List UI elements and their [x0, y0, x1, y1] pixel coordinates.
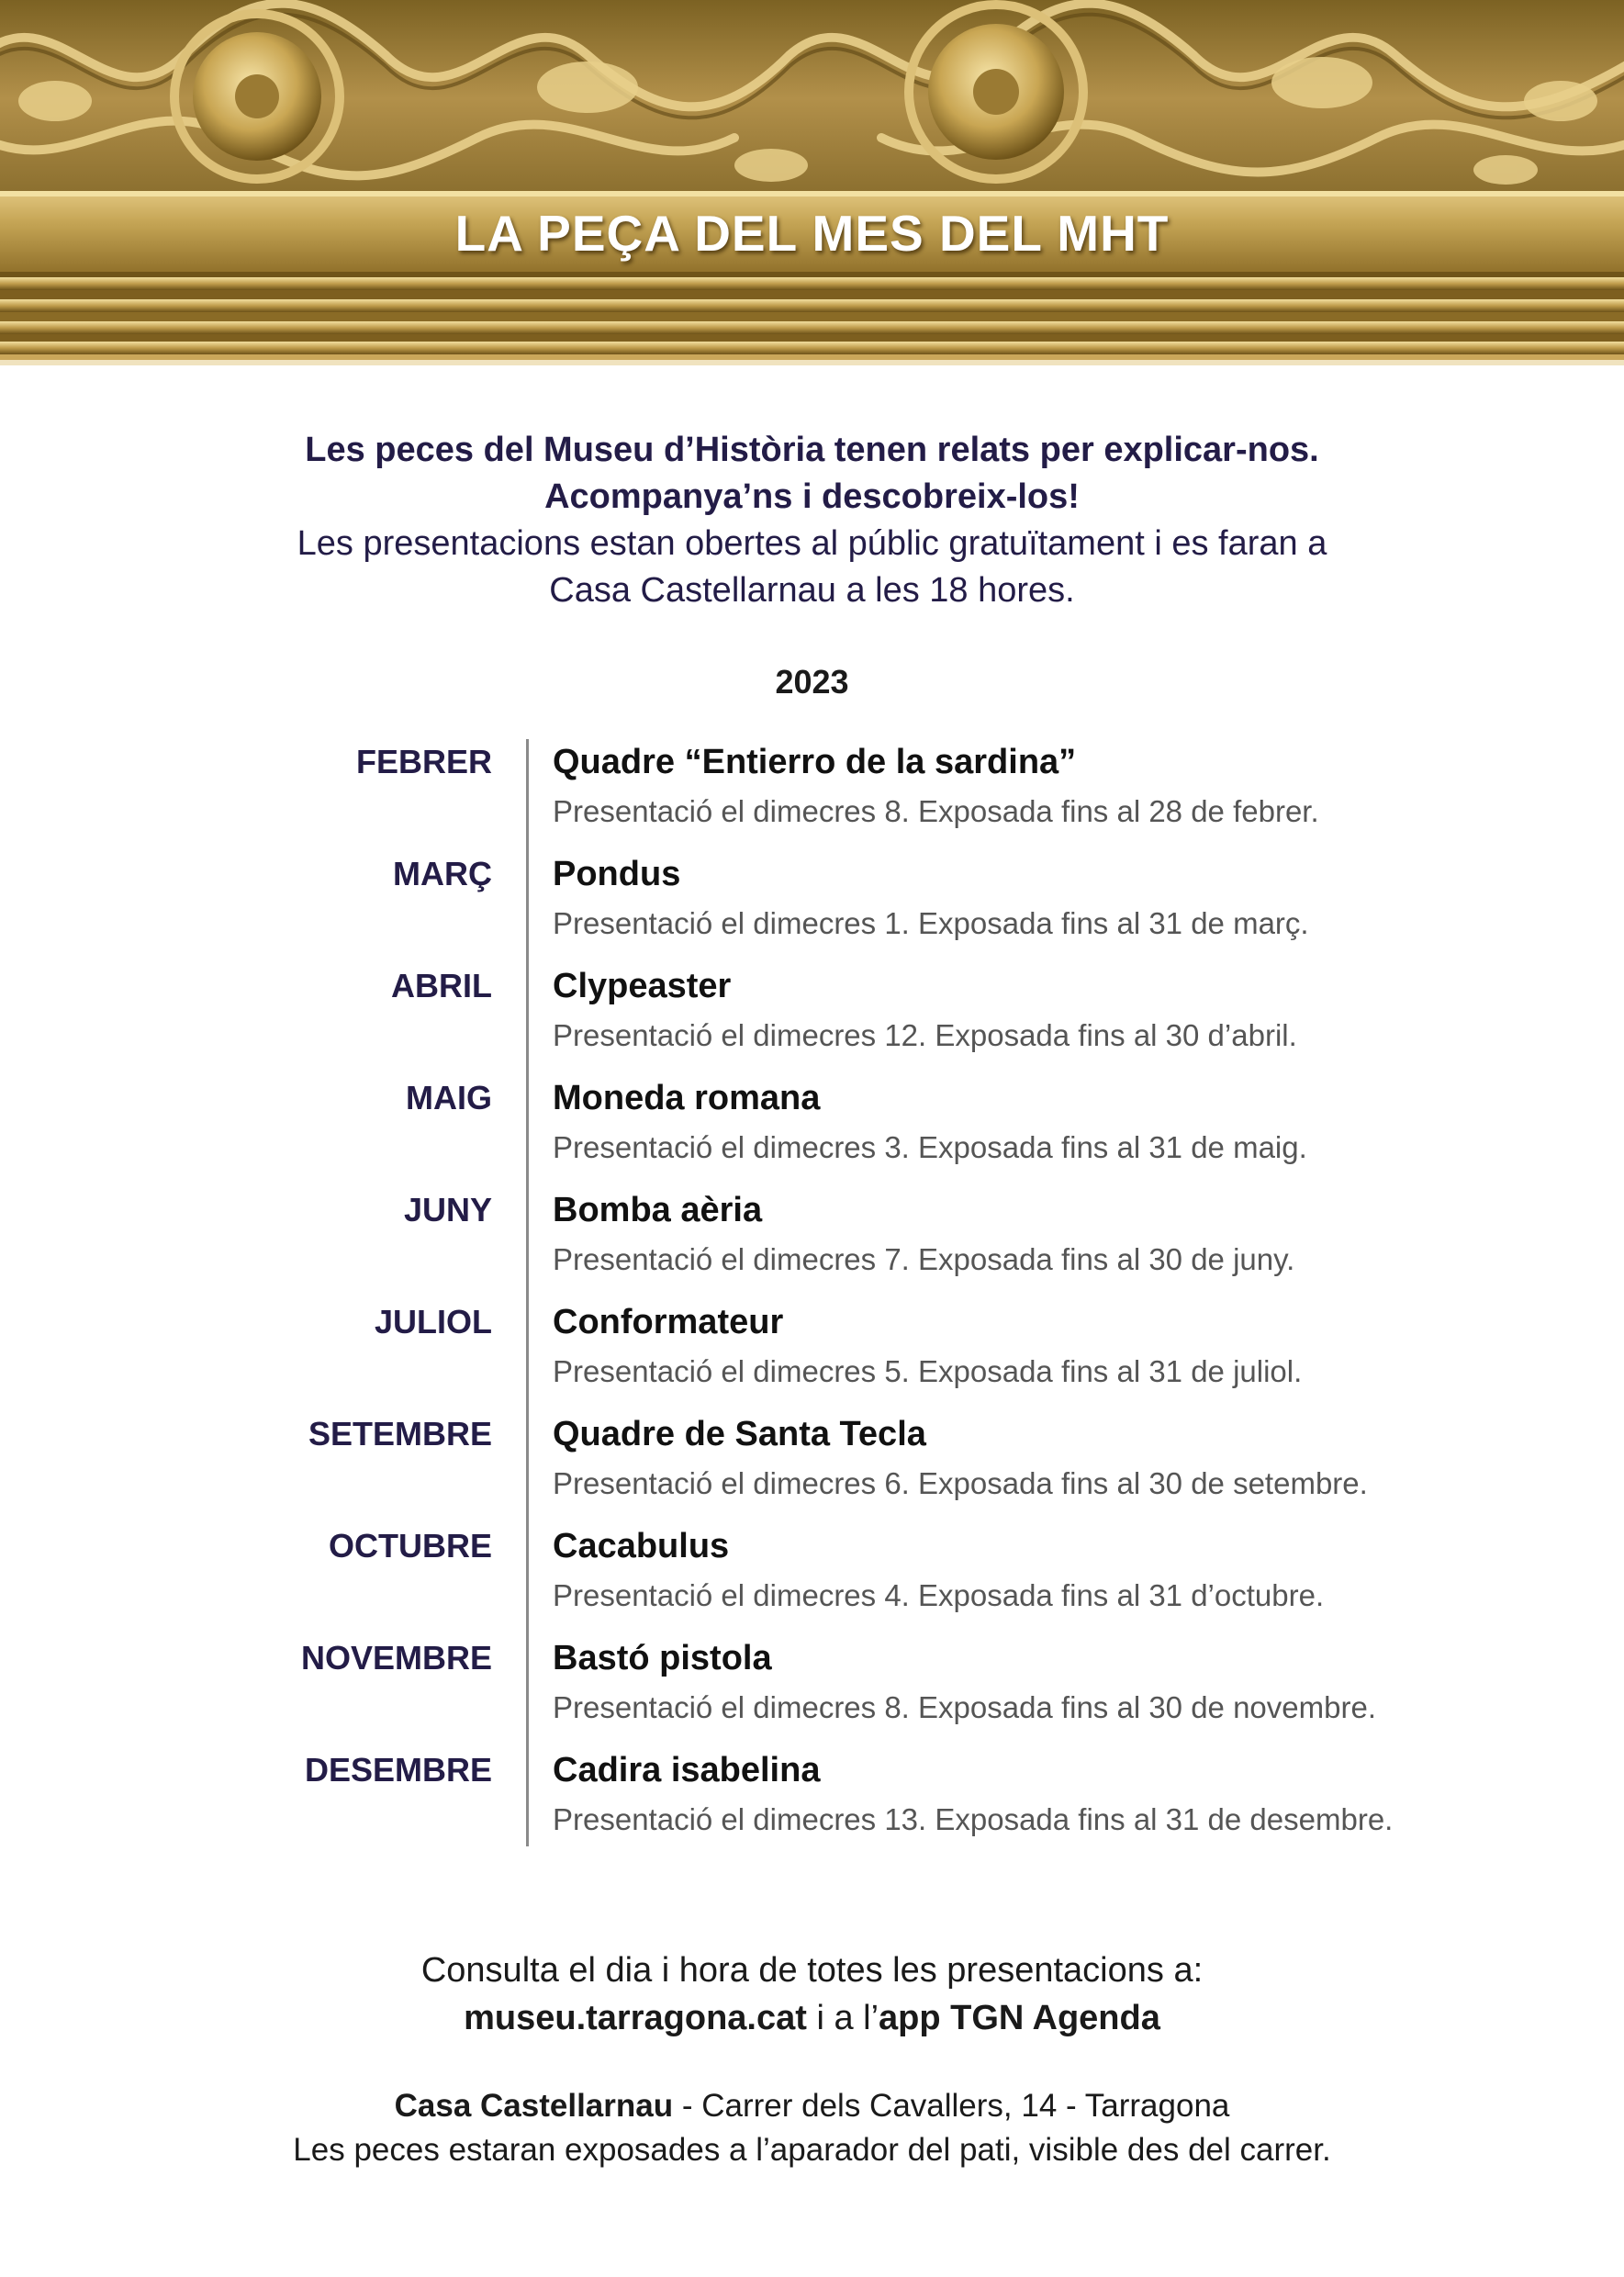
entry-description: Presentació el dimecres 8. Exposada fins al 30 de novembre.: [553, 1690, 1376, 1724]
calendar-list: [0, 739, 1624, 1846]
intro-line-2: Acompanya’ns i descobreix-los!: [544, 477, 1080, 516]
entry-piece-title: Quadre de Santa Tecla: [553, 1415, 926, 1453]
entry-month: SETEMBRE: [308, 1415, 492, 1453]
intro-line-3: Les presentacions estan obertes al públic gratuïtament i es faran a: [297, 524, 1327, 563]
intro-line-1: Les peces del Museu d’Història tenen relats per explicar-nos.: [305, 431, 1319, 469]
entry-month: OCTUBRE: [329, 1527, 492, 1565]
entry-description: Presentació el dimecres 13. Exposada fins al 31 de desembre.: [553, 1802, 1394, 1836]
entry-month: DESEMBRE: [304, 1751, 492, 1789]
venue-address: - Carrer dels Cavallers, 14 - Tarragona: [673, 2088, 1230, 2124]
entry-piece-title: Cacabulus: [553, 1527, 730, 1565]
gold-ornament-frame: [0, 0, 1624, 365]
entry-description: Presentació el dimecres 8. Exposada fins al 28 de febrer.: [553, 794, 1319, 828]
entry-piece-title: Pondus: [553, 855, 681, 893]
page-title: LA PEÇA DEL MES DEL MHT: [454, 205, 1170, 262]
entry-piece-title: Bomba aèria: [553, 1191, 763, 1229]
address-block: [0, 2084, 1624, 2172]
entry-description: Presentació el dimecres 4. Exposada fins al 31 d’octubre.: [553, 1578, 1325, 1612]
app-name: app TGN Agenda: [879, 1999, 1160, 2037]
calendar-entry: [0, 739, 1624, 849]
entry-piece-title: Moneda romana: [553, 1079, 821, 1117]
consult-links: [0, 1994, 1624, 2042]
calendar-entry: [0, 1747, 1624, 1857]
entry-description: Presentació el dimecres 3. Exposada fins al 31 de maig.: [553, 1130, 1307, 1164]
consult-line: Consulta el dia i hora de totes les presentacions a:: [420, 1951, 1204, 1990]
year-heading: 2023: [775, 663, 849, 701]
intro-line-4: Casa Castellarnau a les 18 hores.: [549, 571, 1075, 610]
entry-month: MARÇ: [393, 855, 492, 892]
header-banner: [0, 0, 1624, 365]
entry-month: JUNY: [403, 1191, 492, 1228]
entry-month: JULIOL: [374, 1303, 492, 1340]
entry-description: Presentació el dimecres 7. Exposada fins al 30 de juny.: [553, 1242, 1295, 1276]
entry-piece-title: Quadre “Entierro de la sardina”: [553, 743, 1077, 781]
calendar-entry: [0, 851, 1624, 961]
entry-description: Presentació el dimecres 1. Exposada fins al 31 de març.: [553, 906, 1309, 940]
calendar-entry: [0, 1187, 1624, 1297]
venue-line: [0, 2084, 1624, 2128]
calendar-entry: [0, 1075, 1624, 1185]
calendar-entry: [0, 1523, 1624, 1633]
calendar-entry: [0, 963, 1624, 1073]
calendar-entry: [0, 1411, 1624, 1521]
entry-month: ABRIL: [391, 967, 492, 1004]
website-link[interactable]: museu.tarragona.cat: [464, 1999, 807, 2037]
entry-description: Presentació el dimecres 5. Exposada fins al 31 de juliol.: [553, 1354, 1303, 1388]
connector-text: i a l’: [806, 1999, 879, 2037]
entry-piece-title: Clypeaster: [553, 967, 732, 1005]
entry-description: Presentació el dimecres 6. Exposada fins al 30 de setembre.: [553, 1466, 1368, 1500]
entry-description: Presentació el dimecres 12. Exposada fins al 30 d’abril.: [553, 1018, 1297, 1052]
calendar-entry: [0, 1635, 1624, 1745]
entry-piece-title: Conformateur: [553, 1303, 784, 1341]
consult-block: [0, 1946, 1624, 2042]
venue-name: Casa Castellarnau: [394, 2088, 674, 2124]
entry-piece-title: Cadira isabelina: [553, 1751, 821, 1789]
entry-month: NOVEMBRE: [300, 1639, 492, 1677]
intro-block: [0, 427, 1624, 614]
entry-month: FEBRER: [355, 743, 492, 780]
display-note: Les peces estaran exposades a l’aparador del pati, visible des del carrer.: [293, 2132, 1331, 2168]
entry-month: MAIG: [406, 1079, 492, 1116]
calendar-entry: [0, 1299, 1624, 1409]
entry-piece-title: Bastó pistola: [553, 1639, 772, 1677]
